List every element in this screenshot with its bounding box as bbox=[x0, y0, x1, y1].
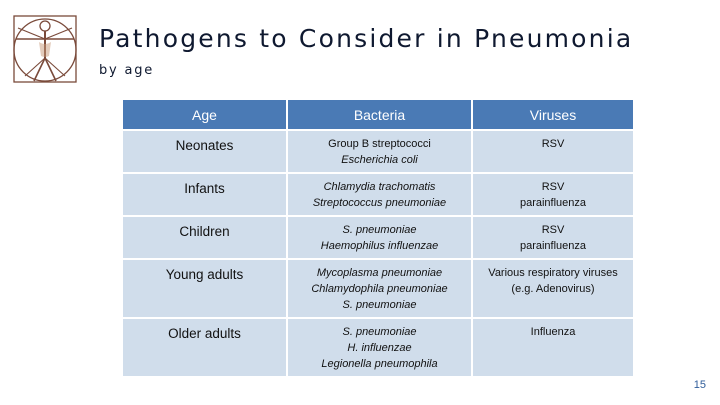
bacteria-cell bbox=[287, 318, 472, 376]
pathogen-table bbox=[123, 100, 633, 376]
age-cell: Children bbox=[123, 216, 287, 259]
viruses-cell bbox=[472, 259, 633, 318]
bacteria-item: S. pneumoniae bbox=[342, 326, 417, 338]
table-header-row bbox=[123, 100, 633, 130]
virus-item: (e.g. Adenovirus) bbox=[511, 283, 595, 295]
bacteria-cell bbox=[287, 130, 472, 173]
virus-item: Various respiratory viruses bbox=[488, 267, 618, 279]
bacteria-item: H. influenzae bbox=[347, 342, 412, 354]
slide-subtitle: by age bbox=[99, 63, 155, 78]
page-number: 15 bbox=[693, 379, 706, 391]
age-cell: Neonates bbox=[123, 130, 287, 173]
bacteria-cell bbox=[287, 173, 472, 216]
virus-item: parainfluenza bbox=[519, 240, 587, 252]
age-cell: Infants bbox=[123, 173, 287, 216]
viruses-cell bbox=[472, 173, 633, 216]
column-header-age: Age bbox=[123, 100, 287, 130]
bacteria-item: Legionella pneumophila bbox=[321, 358, 438, 370]
column-header-viruses: Viruses bbox=[472, 100, 633, 130]
bacteria-item: Streptococcus pneumoniae bbox=[312, 197, 447, 209]
bacteria-item: Haemophilus influenzae bbox=[320, 240, 439, 252]
viruses-cell bbox=[472, 318, 633, 376]
table-row bbox=[123, 259, 633, 318]
bacteria-cell bbox=[287, 259, 472, 318]
column-header-bacteria: Bacteria bbox=[287, 100, 472, 130]
viruses-cell bbox=[472, 216, 633, 259]
bacteria-item: Chlamydophila pneumoniae bbox=[311, 283, 448, 295]
slide-title: Pathogens to Consider in Pneumonia bbox=[99, 24, 634, 53]
virus-item: Influenza bbox=[530, 326, 576, 338]
bacteria-item: S. pneumoniae bbox=[342, 224, 417, 236]
vitruvian-man-icon bbox=[8, 12, 82, 86]
table-row bbox=[123, 130, 633, 173]
virus-item: parainfluenza bbox=[519, 197, 587, 209]
bacteria-item: S. pneumoniae bbox=[342, 299, 417, 311]
bacteria-item: Mycoplasma pneumoniae bbox=[316, 267, 443, 279]
virus-item: RSV bbox=[541, 224, 565, 236]
table-row bbox=[123, 173, 633, 216]
age-cell: Young adults bbox=[123, 259, 287, 318]
virus-item: RSV bbox=[541, 138, 565, 150]
bacteria-item: Chlamydia trachomatis bbox=[323, 181, 436, 193]
bacteria-item: Escherichia coli bbox=[341, 154, 418, 166]
table-row bbox=[123, 216, 633, 259]
bacteria-cell bbox=[287, 216, 472, 259]
viruses-cell bbox=[472, 130, 633, 173]
age-cell: Older adults bbox=[123, 318, 287, 376]
virus-item: RSV bbox=[541, 181, 565, 193]
table-row bbox=[123, 318, 633, 376]
bacteria-item: Group B streptococci bbox=[328, 138, 431, 150]
